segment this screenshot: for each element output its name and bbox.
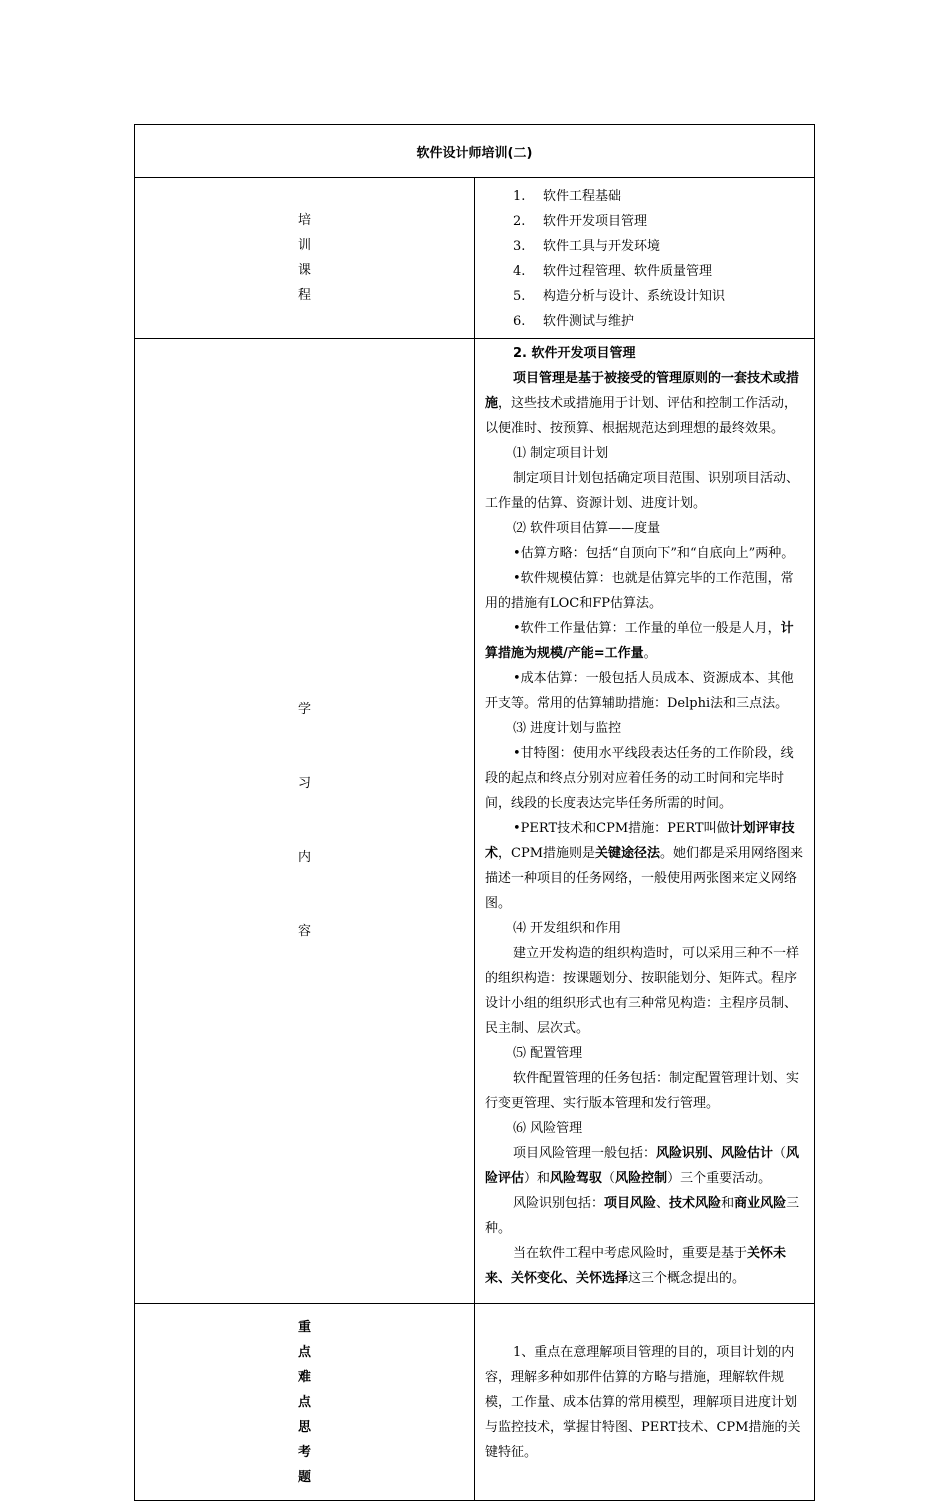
text-run: 和 — [721, 1196, 735, 1211]
course-number: 3. — [513, 239, 526, 254]
text-run: （ — [773, 1146, 787, 1161]
course-item — [513, 184, 804, 209]
bullet-item — [485, 816, 806, 916]
bold-run: 关键途径法 — [595, 846, 661, 861]
bold-run: 风险控制 — [615, 1171, 668, 1186]
key-label-char: 题 — [297, 1469, 311, 1485]
subsection-title: ⑷ 开发组织和作用 — [513, 921, 622, 936]
text-run: 三种。 — [485, 1196, 800, 1236]
course-item — [513, 259, 804, 284]
course-label-char: 课 — [297, 263, 311, 278]
key-label-char: 点 — [297, 1344, 311, 1360]
subsection-title: ⑸ 配置管理 — [513, 1046, 583, 1061]
bold-run: 商业风险 — [734, 1196, 787, 1211]
title-row — [135, 125, 815, 178]
course-number: 1. — [513, 189, 526, 204]
key-label-char: 点 — [297, 1394, 311, 1410]
text-run: 、 — [656, 1196, 670, 1211]
key-label-char: 思 — [297, 1419, 311, 1435]
key-points-label — [135, 1304, 475, 1501]
text-run: （ — [602, 1171, 616, 1186]
bold-run: 关怀未来、关怀变化、关怀选择 — [485, 1246, 787, 1286]
course-item — [513, 209, 804, 234]
course-list — [475, 178, 815, 339]
subsection-title: ⑴ 制定项目计划 — [513, 446, 609, 461]
text-run: 项目风险管理一般包括： — [513, 1146, 657, 1161]
document-table — [134, 124, 815, 1501]
bold-run: 风险识别、风险估计 — [656, 1146, 774, 1161]
text-run: ）三个重要活动。 — [667, 1171, 772, 1186]
course-text: 软件工程基础 — [543, 189, 622, 204]
bold-run: 计算措施为规模/产能=工作量 — [485, 621, 794, 661]
key-label-char: 重 — [297, 1319, 311, 1335]
key-label-char: 考 — [297, 1444, 311, 1460]
paragraph — [485, 1241, 806, 1291]
subsection-title: ⑹ 风险管理 — [513, 1121, 583, 1136]
course-text: 软件测试与维护 — [543, 314, 635, 329]
key-label-char: 难 — [297, 1369, 311, 1385]
course-label-char: 程 — [297, 288, 311, 303]
course-item — [513, 284, 804, 309]
text-run: 当在软件工程中考虑风险时，重要是基于 — [513, 1246, 748, 1261]
subsection-title: ⑶ 进度计划与监控 — [513, 721, 622, 736]
bold-run: 风险评估 — [485, 1146, 800, 1186]
study-label-char: 容 — [297, 924, 311, 939]
text-run: •PERT技术和CPM措施：PERT叫做 — [513, 821, 730, 836]
course-row — [135, 178, 815, 339]
course-number: 6. — [513, 314, 526, 329]
document-title: 软件设计师培训(二) — [135, 125, 815, 178]
course-item — [513, 234, 804, 259]
bullet-item: •估算方略：包括“自顶向下”和“自底向上”两种。 — [513, 546, 795, 561]
study-label-char: 内 — [297, 850, 311, 865]
course-text: 软件开发项目管理 — [543, 214, 648, 229]
subsection-title: ⑵ 软件项目估算——度量 — [513, 521, 661, 536]
study-label-char: 习 — [297, 776, 311, 791]
bullet-item: •软件规模估算：也就是估算完毕的工作范围，常用的措施有LOC和FP估算法。 — [485, 571, 794, 611]
course-text: 软件工具与开发环境 — [543, 239, 661, 254]
text-run: 。她们都是采用网络图来描述一种项目的任务网络，一般使用两张图来定义网络图。 — [485, 846, 804, 911]
course-text: 软件过程管理、软件质量管理 — [543, 264, 713, 279]
text-run: 这三个概念提出的。 — [628, 1271, 746, 1286]
bold-run: 项目风险 — [604, 1196, 657, 1211]
intro-bold: 项目管理是基于被接受的管理原则的一套技术或措施 — [485, 371, 800, 411]
course-label-char: 训 — [297, 238, 311, 253]
course-label-char: 培 — [297, 213, 311, 228]
intro-rest: ，这些技术或措施用于计划、评估和控制工作活动，以便准时、按预算、根据规范达到理想的最终效果。 — [485, 396, 798, 436]
course-number: 2. — [513, 214, 526, 229]
text-run: ，CPM措施则是 — [498, 846, 596, 861]
course-number: 5. — [513, 289, 526, 304]
bold-run: 计划评审技术 — [485, 821, 795, 861]
course-number: 4. — [513, 264, 526, 279]
paragraph — [485, 1141, 806, 1191]
course-label — [135, 178, 475, 339]
paragraph — [485, 1191, 806, 1241]
study-label — [135, 339, 475, 1304]
intro-paragraph — [485, 366, 806, 441]
section-heading: 2. 软件开发项目管理 — [513, 346, 636, 361]
bullet-item — [485, 616, 806, 666]
study-label-char: 学 — [297, 702, 311, 717]
bullet-item: •甘特图：使用水平线段表达任务的工作阶段，线段的起点和终点分别对应着任务的动工时间和完毕时间，线段的长度表达完毕任务所需的时间。 — [485, 746, 794, 811]
text-run: 。 — [643, 646, 657, 661]
bold-run: 技术风险 — [669, 1196, 722, 1211]
bullet-item: •成本估算：一般包括人员成本、资源成本、其他开支等。常用的估算辅助措施：Delphi法和三点法。 — [485, 671, 794, 711]
text-run: ）和 — [524, 1171, 551, 1186]
key-points-row — [135, 1304, 815, 1501]
paragraph: 软件配置管理的任务包括：制定配置管理计划、实行变更管理、实行版本管理和发行管理。 — [485, 1071, 800, 1111]
paragraph: 制定项目计划包括确定项目范围、识别项目活动、工作量的估算、资源计划、进度计划。 — [485, 471, 800, 511]
text-run: •软件工作量估算：工作量的单位一般是人月， — [513, 621, 781, 636]
text-run: 风险识别包括： — [513, 1196, 605, 1211]
course-item — [513, 309, 804, 334]
course-text: 构造分析与设计、系统设计知识 — [543, 289, 726, 304]
study-content — [475, 339, 815, 1304]
key-points-content — [475, 1304, 815, 1501]
key-points-text: 1、重点在意理解项目管理的目的，项目计划的内容，理解多种如那件估算的方略与措施，理解软件规模，工作量、成本估算的常用模型，理解项目进度计划与监控技术，掌握甘特图、PERT技术、CPM措施的关键特征。 — [485, 1344, 801, 1460]
paragraph: 建立开发构造的组织构造时，可以采用三种不一样的组织构造：按课题划分、按职能划分、矩阵式。程序设计小组的组织形式也有三种常见构造：主程序员制、民主制、层次式。 — [485, 946, 800, 1036]
study-row — [135, 339, 815, 1304]
bold-run: 风险驾驭 — [550, 1171, 603, 1186]
